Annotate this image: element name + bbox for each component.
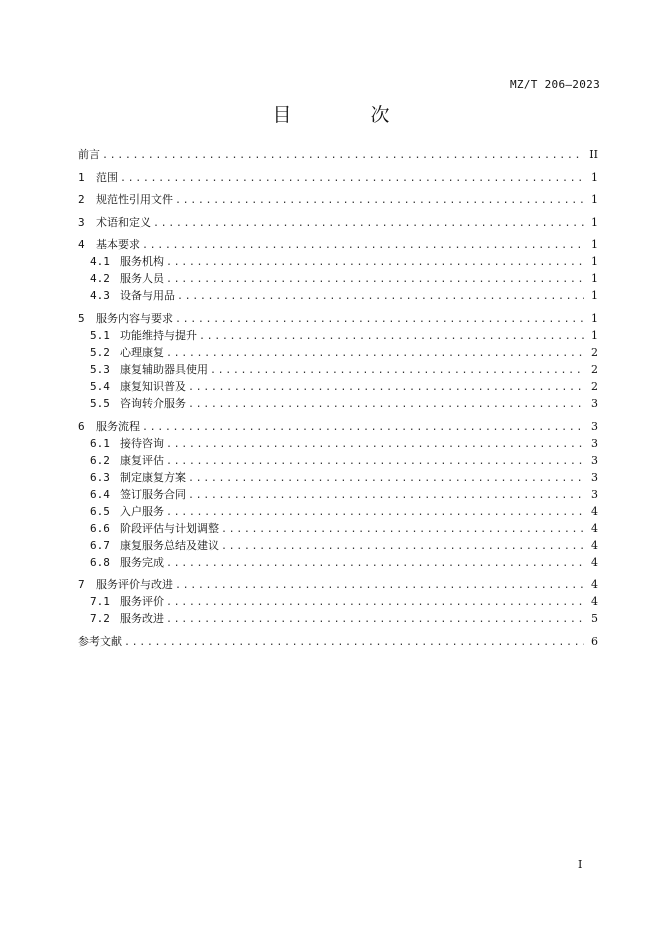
toc-entry-title: 服务评价与改进 (96, 578, 173, 592)
toc-entry-title: 规范性引用文件 (96, 193, 173, 207)
toc-entry-title: 参考文献 (78, 634, 122, 648)
toc-entry[interactable] (78, 214, 598, 231)
toc-entry-title: 入户服务 (120, 504, 164, 518)
toc-dot-leader (210, 362, 584, 379)
toc-entry[interactable] (78, 469, 598, 486)
toc-entry[interactable] (78, 378, 598, 395)
toc-entry-title: 范围 (96, 170, 118, 184)
toc-entry-title: 前言 (78, 148, 100, 161)
toc-entry-number: 2 (78, 193, 85, 207)
toc-entry-page: 4 (591, 504, 598, 518)
toc-entry[interactable] (78, 287, 598, 304)
toc-entry[interactable] (78, 593, 598, 610)
toc-entry-page: 1 (591, 328, 598, 342)
toc-entry-title: 康复知识普及 (120, 379, 186, 393)
toc-entry-number: 6.3 (90, 470, 110, 484)
toc-dot-leader (188, 487, 584, 504)
toc-entry-title: 服务人员 (120, 272, 164, 286)
toc-entry-number: 5.1 (90, 328, 110, 342)
toc-dot-leader (166, 594, 584, 611)
toc-dot-leader (153, 215, 584, 232)
toc-entry-number: 6.4 (90, 487, 110, 501)
document-code: MZ/T 206—2023 (510, 78, 600, 91)
toc-entry-page: 2 (591, 362, 598, 376)
toc-entry-page: 4 (591, 578, 598, 592)
toc-entry-title: 康复辅助器具使用 (120, 362, 208, 376)
toc-entry-title: 服务改进 (120, 612, 164, 626)
toc-entry-page: 5 (591, 612, 598, 626)
toc-entry[interactable] (78, 169, 598, 186)
toc-dot-leader (166, 436, 584, 453)
toc-entry[interactable] (78, 236, 598, 253)
toc-entry[interactable] (78, 503, 598, 520)
toc-entry-page: 1 (591, 255, 598, 269)
toc-dot-leader (166, 345, 584, 362)
toc-dot-leader (166, 453, 584, 470)
toc-entry[interactable] (78, 146, 598, 163)
toc-dot-leader (188, 470, 584, 487)
toc-entry-page: 1 (591, 170, 598, 184)
toc-entry-number: 4 (78, 238, 85, 252)
toc-dot-leader (175, 192, 584, 209)
toc-dot-leader (166, 271, 584, 288)
toc-entry-title: 服务流程 (96, 419, 140, 433)
toc-entry-number: 5 (78, 311, 85, 325)
toc-entry-page: 4 (591, 521, 598, 535)
toc-entry-number: 6.1 (90, 436, 110, 450)
toc-entry-page: 1 (591, 215, 598, 229)
toc-dot-leader (188, 379, 584, 396)
toc-entry-title: 康复评估 (120, 453, 164, 467)
toc-entry-page: 2 (591, 379, 598, 393)
toc-entry-number: 5.3 (90, 362, 110, 376)
toc-entry[interactable] (78, 537, 598, 554)
toc-entry[interactable] (78, 418, 598, 435)
toc-entry-number: 6 (78, 419, 85, 433)
toc-entry-number: 3 (78, 215, 85, 229)
toc-entry-title: 服务内容与要求 (96, 311, 173, 325)
toc-entry-page: 3 (591, 453, 598, 467)
toc-entry-title: 接待咨询 (120, 436, 164, 450)
toc-entry-page: 6 (591, 634, 598, 648)
toc-entry-page: 3 (591, 396, 598, 410)
toc-entry-number: 6.6 (90, 521, 110, 535)
toc-dot-leader (102, 147, 584, 164)
toc-dot-leader (142, 237, 584, 254)
toc-entry[interactable] (78, 452, 598, 469)
toc-entry-page: 1 (591, 311, 598, 325)
page-number: I (578, 858, 583, 871)
toc-entry-number: 6.8 (90, 555, 110, 569)
toc-dot-leader (177, 288, 584, 305)
toc-entry-number: 7.2 (90, 612, 110, 626)
toc-entry-page: 1 (591, 238, 598, 252)
toc-dot-leader (221, 538, 584, 555)
toc-entry[interactable] (78, 270, 598, 287)
toc-entry-title: 心理康复 (120, 345, 164, 359)
toc-entry-number: 4.2 (90, 272, 110, 286)
toc-dot-leader (166, 555, 584, 572)
toc-entry[interactable] (78, 435, 598, 452)
toc-entry-page: 4 (591, 538, 598, 552)
toc-entry-number: 7.1 (90, 595, 110, 609)
toc-dot-leader (166, 611, 584, 628)
toc-dot-leader (166, 504, 584, 521)
toc-entry-page: 1 (591, 289, 598, 303)
toc-entry-title: 咨询转介服务 (120, 396, 186, 410)
toc-entry-title: 术语和定义 (96, 215, 151, 229)
toc-entry-page: II (589, 148, 598, 161)
toc-entry-title: 功能维持与提升 (120, 328, 197, 342)
toc-entry-title: 签订服务合同 (120, 487, 186, 501)
table-of-contents (78, 146, 598, 650)
toc-entry-page: 3 (591, 419, 598, 433)
toc-dot-leader (124, 634, 584, 651)
toc-entry-number: 4.1 (90, 255, 110, 269)
toc-entry[interactable] (78, 554, 598, 571)
toc-entry[interactable] (78, 361, 598, 378)
toc-dot-leader (199, 328, 584, 345)
toc-entry-page: 4 (591, 595, 598, 609)
toc-dot-leader (175, 577, 584, 594)
toc-entry-title: 基本要求 (96, 238, 140, 252)
toc-entry-page: 4 (591, 555, 598, 569)
toc-dot-leader (120, 170, 584, 187)
toc-dot-leader (175, 311, 584, 328)
toc-entry[interactable] (78, 576, 598, 593)
toc-entry-number: 6.5 (90, 504, 110, 518)
toc-entry-title: 康复服务总结及建议 (120, 538, 219, 552)
toc-entry-number: 1 (78, 170, 85, 184)
toc-entry-number: 5.2 (90, 345, 110, 359)
toc-entry-number: 4.3 (90, 289, 110, 303)
toc-entry-title: 服务完成 (120, 555, 164, 569)
toc-entry-title: 阶段评估与计划调整 (120, 521, 219, 535)
toc-entry-title: 服务机构 (120, 255, 164, 269)
toc-entry[interactable] (78, 327, 598, 344)
toc-entry-title: 制定康复方案 (120, 470, 186, 484)
toc-entry-title: 服务评价 (120, 595, 164, 609)
toc-entry-page: 3 (591, 470, 598, 484)
toc-entry[interactable] (78, 310, 598, 327)
toc-entry-number: 6.7 (90, 538, 110, 552)
toc-dot-leader (221, 521, 584, 538)
toc-entry[interactable] (78, 344, 598, 361)
toc-entry-number: 6.2 (90, 453, 110, 467)
toc-entry[interactable] (78, 610, 598, 627)
toc-entry-number: 5.5 (90, 396, 110, 410)
toc-dot-leader (166, 254, 584, 271)
toc-entry[interactable] (78, 486, 598, 503)
toc-entry-page: 1 (591, 193, 598, 207)
toc-entry[interactable] (78, 520, 598, 537)
toc-entry[interactable] (78, 633, 598, 650)
toc-entry-number: 5.4 (90, 379, 110, 393)
toc-entry-page: 3 (591, 487, 598, 501)
toc-entry[interactable] (78, 395, 598, 412)
toc-entry-page: 3 (591, 436, 598, 450)
toc-entry-page: 1 (591, 272, 598, 286)
toc-entry[interactable] (78, 253, 598, 270)
toc-entry-page: 2 (591, 345, 598, 359)
toc-entry[interactable] (78, 191, 598, 208)
page-title: 目 次 (272, 104, 420, 126)
toc-entry-title: 设备与用品 (120, 289, 175, 303)
toc-entry-number: 7 (78, 578, 85, 592)
toc-dot-leader (188, 396, 584, 413)
toc-dot-leader (142, 419, 584, 436)
